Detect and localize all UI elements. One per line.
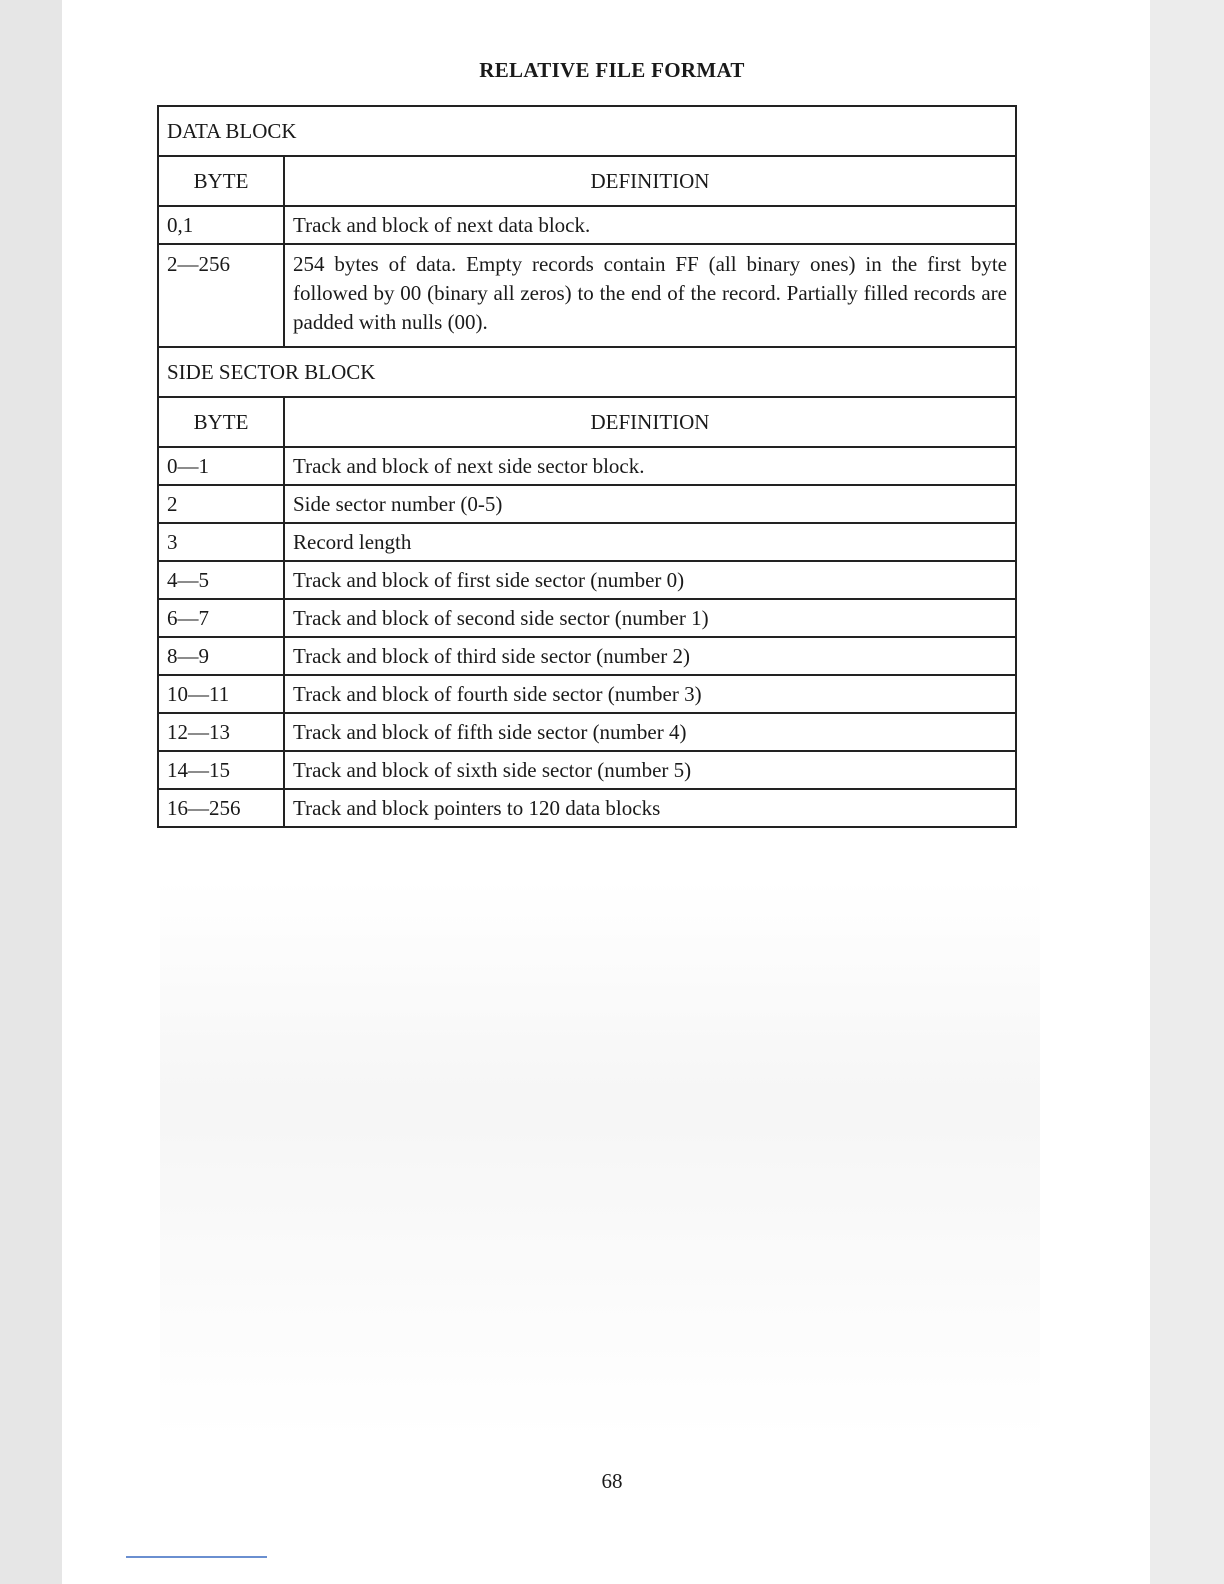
table-row	[158, 523, 1016, 561]
byte-cell: 8—9	[158, 637, 284, 675]
byte-cell: 0—1	[158, 447, 284, 485]
table-row	[158, 447, 1016, 485]
side-sector-section-row	[158, 347, 1016, 397]
bleed-through-shadow	[160, 880, 1040, 1440]
definition-cell: Track and block pointers to 120 data blocks	[284, 789, 1016, 827]
byte-cell: 10—11	[158, 675, 284, 713]
byte-cell: 14—15	[158, 751, 284, 789]
byte-cell: 0,1	[158, 206, 284, 244]
table-row	[158, 675, 1016, 713]
byte-column-header: BYTE	[158, 397, 284, 447]
definition-cell: Track and block of first side sector (number 0)	[284, 561, 1016, 599]
byte-cell: 6—7	[158, 599, 284, 637]
byte-cell: 4—5	[158, 561, 284, 599]
definition-column-header: DEFINITION	[284, 156, 1016, 206]
data-block-header-row	[158, 156, 1016, 206]
footnote-rule	[126, 1556, 267, 1558]
relative-file-format-table	[157, 105, 1017, 828]
definition-cell: Track and block of fourth side sector (number 3)	[284, 675, 1016, 713]
side-sector-block-heading: SIDE SECTOR BLOCK	[158, 347, 1016, 397]
definition-cell: Track and block of next data block.	[284, 206, 1016, 244]
scan-left-margin	[0, 0, 62, 1584]
definition-column-header: DEFINITION	[284, 397, 1016, 447]
byte-column-header: BYTE	[158, 156, 284, 206]
table-row	[158, 244, 1016, 347]
table-row	[158, 485, 1016, 523]
definition-cell: Side sector number (0-5)	[284, 485, 1016, 523]
table-row	[158, 561, 1016, 599]
byte-cell: 2	[158, 485, 284, 523]
page-title: RELATIVE FILE FORMAT	[479, 58, 745, 82]
definition-cell: Track and block of fifth side sector (number 4)	[284, 713, 1016, 751]
byte-cell: 16—256	[158, 789, 284, 827]
scan-right-margin	[1150, 0, 1224, 1584]
table-row	[158, 789, 1016, 827]
definition-cell: Record length	[284, 523, 1016, 561]
definition-cell: Track and block of next side sector block.	[284, 447, 1016, 485]
byte-cell: 2—256	[158, 244, 284, 347]
byte-cell: 12—13	[158, 713, 284, 751]
table-row	[158, 637, 1016, 675]
table-row	[158, 599, 1016, 637]
data-block-section-row	[158, 106, 1016, 156]
table-row	[158, 751, 1016, 789]
data-block-heading: DATA BLOCK	[158, 106, 1016, 156]
definition-cell: Track and block of sixth side sector (number 5)	[284, 751, 1016, 789]
side-sector-header-row	[158, 397, 1016, 447]
table-row	[158, 713, 1016, 751]
byte-cell: 3	[158, 523, 284, 561]
definition-cell: 254 bytes of data. Empty records contain FF (all binary ones) in the first byte followed by 00 (binary all zeros) to the end of the record. Partially filled records are padded with nulls (00).	[284, 244, 1016, 347]
definition-cell: Track and block of third side sector (number 2)	[284, 637, 1016, 675]
table-row	[158, 206, 1016, 244]
definition-cell: Track and block of second side sector (number 1)	[284, 599, 1016, 637]
page-number: 68	[601, 1469, 623, 1493]
